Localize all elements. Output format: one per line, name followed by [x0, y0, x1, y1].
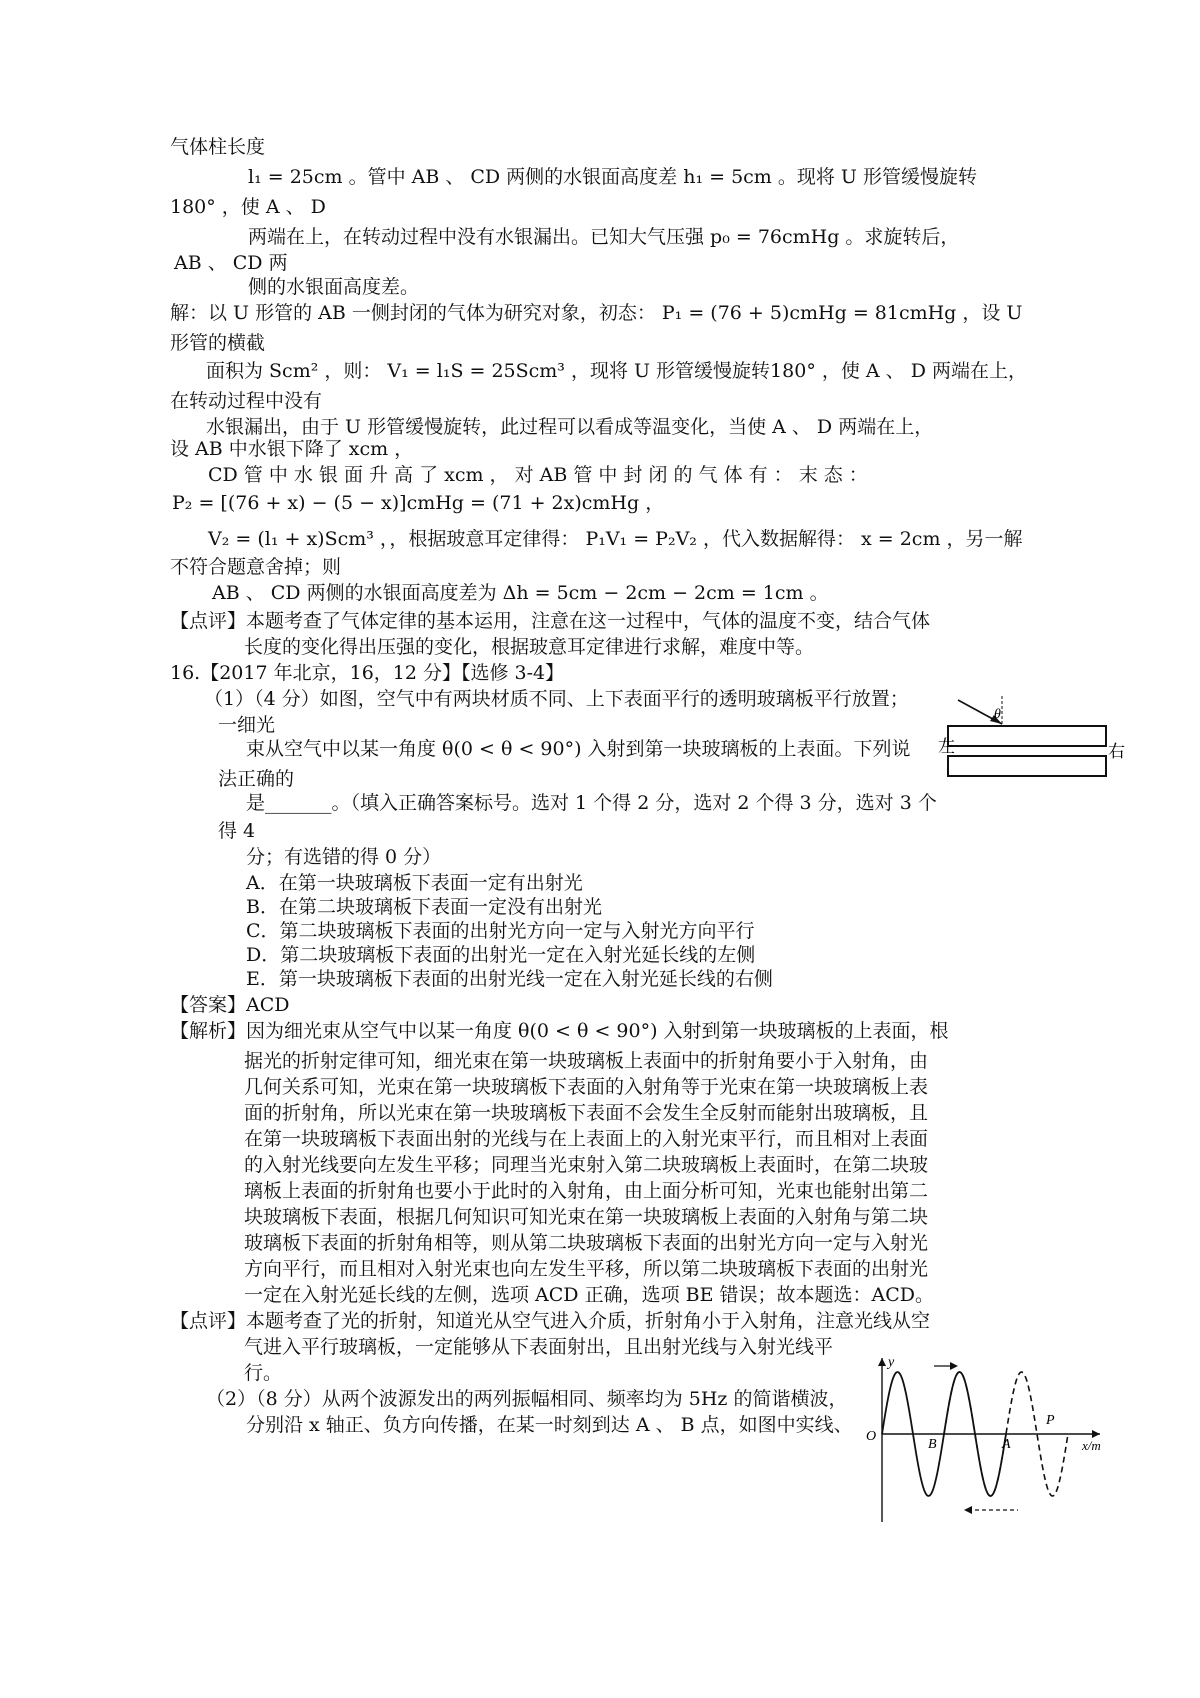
text-line: 【点评】本题考查了光的折射，知道光从空气进入介质，折射角小于入射角，注意光线从空: [170, 1310, 931, 1332]
text-line: V₂ = (l₁ + x)Scm³ ，，根据玻意耳定律得： P₁V₁ = P₂V₂ ，代入数据解得： x = 2cm ，另一解: [208, 528, 1023, 550]
text-line: 不符合题意舍掉；则: [170, 556, 342, 578]
text-line: 分；有选错的得 0 分）: [246, 846, 442, 868]
text-line: 在第一块玻璃板下表面出射的光线与在上表面上的入射光束平行，而且相对上表面: [244, 1128, 929, 1150]
text-line: 长度的变化得出压强的变化，根据玻意耳定律进行求解，难度中等。: [244, 636, 815, 658]
text-line: 两端在上，在转动过程中没有水银漏出。已知大气压强 p₀ = 76cmHg 。求旋转后，: [248, 226, 960, 248]
text-line: 【解析】因为细光束从空气中以某一角度 θ(0 < θ < 90°) 入射到第一块玻璃板的上表面，根: [170, 1020, 949, 1042]
text-line: P₂ = [(76 + x) − (5 − x)]cmHg = (71 + 2x)cmHg ，: [172, 492, 665, 514]
text-line: 形管的横截: [170, 332, 266, 354]
text-line: l₁ = 25cm 。管中 AB 、 CD 两侧的水银面高度差 h₁ = 5cm 。现将 U 形管缓慢旋转: [248, 166, 977, 188]
answer-line: 【答案】ACD: [170, 994, 290, 1016]
point-b-label: B: [928, 1437, 937, 1452]
point-p-label: P: [1046, 1413, 1055, 1428]
text-line: 束从空气中以某一角度 θ(0 < θ < 90°) 入射到第一块玻璃板的上表面。下列说: [246, 738, 911, 760]
glass-plates-figure: [938, 690, 1125, 800]
point-a-label: A: [1002, 1437, 1011, 1452]
text-line: 面积为 Scm² ，则： V₁ = l₁S = 25Scm³ ，现将 U 形管缓慢旋转180° ，使 A 、 D 两端在上，: [206, 360, 1027, 382]
text-line: 行。: [244, 1362, 283, 1384]
text-line: 在转动过程中没有: [170, 390, 323, 412]
text-line: 据光的折射定律可知，细光束在第一块玻璃板上表面中的折射角要小于入射角，由: [244, 1050, 929, 1072]
x-axis-label: x/m: [1082, 1438, 1101, 1453]
left-label: 左: [938, 737, 955, 757]
right-label: 右: [1108, 742, 1125, 762]
text-line: 解：以 U 形管的 AB 一侧封闭的气体为研究对象，初态： P₁ = (76 + 5)cmHg = 81cmHg ，设 U: [170, 302, 1023, 324]
text-line: 面的折射角，所以光束在第一块玻璃板下表面不会发生全反射而能射出玻璃板，且: [244, 1102, 929, 1124]
option-d: D．第二块玻璃板下表面的出射光一定在入射光延长线的左侧: [246, 944, 756, 966]
text-line: 几何关系可知，光束在第一块玻璃板下表面的入射角等于光束在第一块玻璃板上表: [244, 1076, 929, 1098]
text-line: 璃板上表面的折射角也要小于此时的入射角，由上面分析可知，光束也能射出第二: [244, 1180, 929, 1202]
text-line: 180° ，使 A 、 D: [170, 196, 326, 218]
text-line: 玻璃板下表面的折射角相等，则从第二块玻璃板下表面的出射光方向一定与入射光: [244, 1232, 929, 1254]
text-line: （2）（8 分）从两个波源发出的两列振幅相同、频率均为 5Hz 的简谐横波，: [206, 1388, 848, 1410]
text-line: 是_______。（填入正确答案标号。选对 1 个得 2 分，选对 2 个得 3 分，选对 3 个: [246, 792, 937, 814]
glass-plate-2: [948, 756, 1106, 776]
y-axis-label: y: [888, 1355, 895, 1370]
text-line: AB 、 CD 两侧的水银面高度差为 Δh = 5cm − 2cm − 2cm = 1cm 。: [212, 582, 829, 604]
question-heading: 16.【2017 年北京，16，12 分】【选修 3-4】: [170, 662, 565, 684]
wave-figure: [860, 1352, 1120, 1528]
text-line: 一定在入射光延长线的左侧，选项 ACD 正确，选项 BE 错误；故本题选：ACD。: [244, 1284, 934, 1306]
text-line: 分别沿 x 轴正、负方向传播，在某一时刻到达 A 、 B 点，如图中实线、: [246, 1414, 853, 1436]
option-a: A．在第一块玻璃板下表面一定有出射光: [246, 872, 583, 894]
text-line: 气进入平行玻璃板，一定能够从下表面射出，且出射光线与入射光线平: [244, 1336, 834, 1358]
text-line: 得 4: [218, 820, 256, 842]
text-line: （1）（4 分）如图，空气中有两块材质不同、上下表面平行的透明玻璃板平行放置；: [204, 688, 909, 710]
text-line: 设 AB 中水银下降了 xcm ，: [170, 438, 414, 460]
glass-plate-1: [948, 726, 1106, 746]
text-line: 侧的水银面高度差。: [248, 276, 420, 298]
text-line: CD 管 中 水 银 面 升 高 了 xcm ， 对 AB 管 中 封 闭 的 气 体 有 ： 末 态 ：: [208, 464, 868, 486]
option-c: C．第二块玻璃板下表面的出射光方向一定与入射光方向平行: [246, 920, 755, 942]
option-b: B．在第二块玻璃板下表面一定没有出射光: [246, 896, 602, 918]
text-line: 方向平行，而且相对入射光束也向左发生平移，所以第二块玻璃板下表面的出射光: [244, 1258, 929, 1280]
option-e: E．第一块玻璃板下表面的出射光线一定在入射光延长线的右侧: [246, 968, 773, 990]
text-line: 水银漏出，由于 U 形管缓慢旋转，此过程可以看成等温变化，当使 A 、 D 两端在上，: [206, 416, 934, 438]
theta-label: θ: [994, 707, 1001, 722]
text-line: 法正确的: [218, 768, 295, 790]
origin-label: O: [866, 1429, 877, 1444]
text-line: 的入射光线要向左发生平移；同理当光束射入第二块玻璃板上表面时，在第二块玻: [244, 1154, 929, 1176]
text-line: 【点评】本题考查了气体定律的基本运用，注意在这一过程中，气体的温度不变，结合气体: [170, 610, 931, 632]
text-line: 气体柱长度: [170, 136, 266, 158]
text-line: AB 、 CD 两: [174, 252, 288, 274]
text-line: 一细光: [218, 714, 276, 736]
text-line: 块玻璃板下表面，根据几何知识可知光束在第一块玻璃板上表面的入射角与第二块: [244, 1206, 929, 1228]
